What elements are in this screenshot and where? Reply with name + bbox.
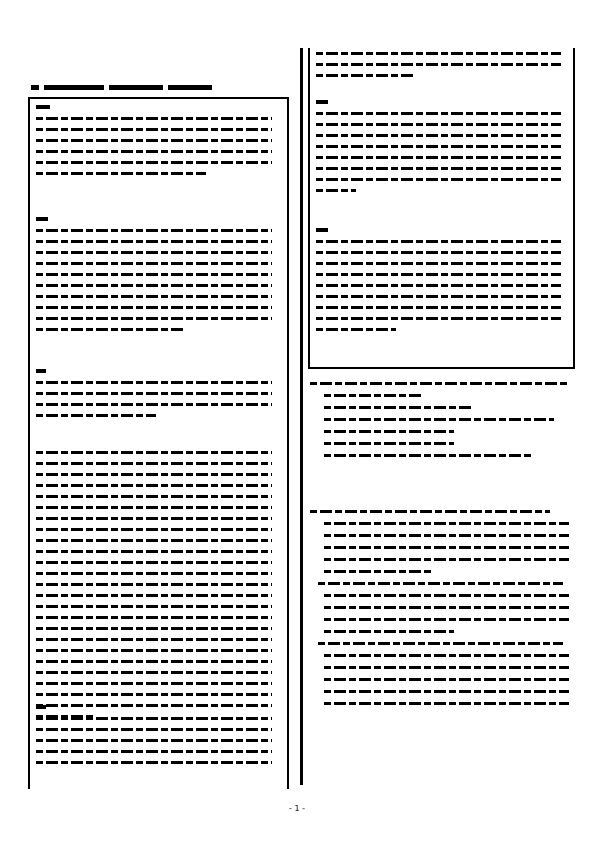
left-paragraph-3	[36, 369, 281, 425]
page-number	[282, 805, 312, 813]
column-rule	[300, 48, 303, 785]
left-paragraph-1	[36, 105, 281, 183]
right-paragraph-2	[316, 100, 567, 200]
page-number-text: - 1 -	[289, 804, 305, 813]
left-paragraph-2	[36, 217, 281, 339]
left-paragraph-5	[36, 705, 281, 772]
left-paragraph-4	[36, 451, 281, 726]
left-column-box	[28, 97, 289, 789]
right-list-1	[310, 382, 572, 466]
section-title	[31, 82, 271, 92]
right-column-box	[308, 48, 575, 369]
right-list-2	[310, 510, 572, 714]
right-paragraph-3	[316, 228, 567, 339]
right-paragraph-1	[316, 52, 567, 85]
